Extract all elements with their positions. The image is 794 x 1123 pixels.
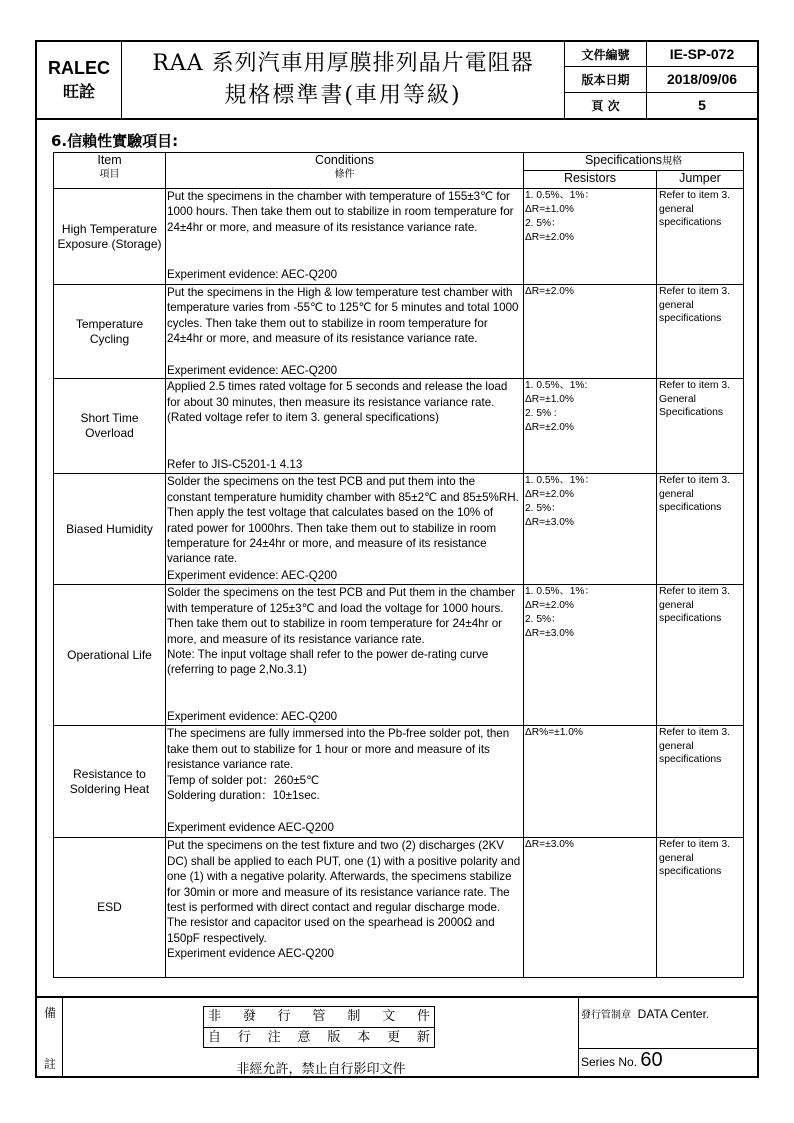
header-item-zh: 項目 <box>99 169 120 180</box>
condition-evidence: Experiment evidence: AEC-Q200 <box>167 710 338 724</box>
meta-version-date <box>565 67 757 92</box>
header-conditions-en: Conditions <box>314 153 375 167</box>
stamp-char: 更 <box>387 1030 401 1045</box>
meta-label: 版本日期 <box>565 67 647 91</box>
document-meta <box>564 42 757 118</box>
meta-value: 2018/09/06 <box>666 71 738 88</box>
row-resistors: ΔR=±3.0% <box>524 838 657 978</box>
row-condition <box>166 585 524 726</box>
meta-label: 文件編號 <box>565 42 647 66</box>
row-jumper: Refer to item 3. general specifications <box>657 726 744 838</box>
condition-text: Put the specimens in the chamber with temperature of 155±3℃ for 1000 hours. Then take them out to stabilize in room temperature for 24±4hr or more, and measure of its resistance variance rate. <box>167 190 514 234</box>
stamp-char: 自 <box>208 1030 222 1045</box>
header-spec-zh: 規格 <box>662 156 683 167</box>
condition-evidence: Experiment evidence: AEC-Q200 <box>167 569 338 583</box>
stamp-char: 件 <box>416 1009 430 1024</box>
document-footer <box>37 996 757 1076</box>
stamp-char: 非 <box>208 1009 222 1024</box>
row-condition <box>166 474 524 585</box>
uncontrolled-document-stamp <box>203 1006 435 1048</box>
stamp-char: 新 <box>416 1030 430 1045</box>
stamp-char: 行 <box>237 1030 251 1045</box>
row-resistors: 1. 0.5%、1%： ΔR=±1.0% 2. 5%： ΔR=±2.0% <box>524 189 657 285</box>
table-row <box>54 285 744 379</box>
row-condition <box>166 379 524 474</box>
row-jumper: Refer to item 3. general specifications <box>657 474 744 585</box>
remarks-area <box>63 998 579 1078</box>
title-line-1: RAA 系列汽車用厚膜排列晶片電阻器 <box>152 51 534 76</box>
document-header <box>37 42 757 120</box>
condition-evidence: Experiment evidence AEC-Q200 <box>167 947 334 961</box>
remarks-label-bottom: 註 <box>44 1057 57 1071</box>
reliability-test-table <box>53 152 744 978</box>
company-brand <box>37 42 122 118</box>
stamp-char: 管 <box>312 1009 326 1024</box>
row-resistors: ΔR%=±1.0% <box>524 726 657 838</box>
row-jumper: Refer to item 3. general specifications <box>657 285 744 379</box>
table-row <box>54 726 744 838</box>
condition-evidence: Experiment evidence: AEC-Q200 <box>167 268 338 281</box>
table-row <box>54 379 744 474</box>
stamp-row-2 <box>204 1027 434 1048</box>
table-row <box>54 585 744 726</box>
copy-prohibited-notice: 非經允許，禁止自行影印文件 <box>236 1062 406 1077</box>
stamp-char: 行 <box>277 1009 291 1024</box>
section-title: 6.信賴性實驗項目: <box>51 132 179 150</box>
row-item: Biased Humidity <box>54 474 166 585</box>
condition-text: The specimens are fully immersed into the Pb-free solder pot, then take them out to stabilize for 1 hour or more and measure of its resistance variance rate. Temp of solder pot：260±5℃ Soldering duration：10±1sec. <box>167 727 510 803</box>
row-item: Temperature Cycling <box>54 285 166 379</box>
series-value: 60 <box>640 1049 663 1071</box>
row-condition <box>166 838 524 978</box>
row-item: High Temperature Exposure (Storage) <box>54 189 166 285</box>
meta-page-number <box>565 93 757 118</box>
condition-text: Solder the specimens on the test PCB and put them into the constant temperature humidity chamber with 85±2℃ and 85±5%RH. Then apply the test voltage that calculates based on the 10% of rated power for 1000hrs. Then take them out to stabilize in room temperature for 24±4hr or more, and measure of its resistance variance rate. <box>167 475 519 566</box>
row-jumper: Refer to item 3. general specifications <box>657 585 744 726</box>
condition-evidence: Experiment evidence: AEC-Q200 <box>167 364 338 377</box>
title-line-2: 規格標準書(車用等級) <box>224 83 462 108</box>
meta-label: 頁 次 <box>565 93 647 118</box>
header-specifications <box>524 153 744 171</box>
table-header-row <box>54 153 744 171</box>
header-jumper: Jumper <box>657 171 744 189</box>
table-row <box>54 474 744 585</box>
control-stamp <box>581 1006 709 1021</box>
row-jumper: Refer to item 3. General Specifications <box>657 379 744 474</box>
header-resistors: Resistors <box>524 171 657 189</box>
control-info <box>579 998 757 1078</box>
condition-evidence: Refer to JIS-C5201-1 4.13 <box>167 458 303 472</box>
header-conditions-zh: 條件 <box>334 169 355 180</box>
stamp-char: 發 <box>242 1009 256 1024</box>
document-title <box>122 42 564 118</box>
meta-value: 5 <box>698 97 706 114</box>
row-item: Short Time Overload <box>54 379 166 474</box>
stamp-char: 本 <box>357 1030 371 1045</box>
condition-text: Put the specimens on the test fixture and two (2) discharges (2KV DC) shall be applied to each PUT, one (1) with a positive polarity and one (1) with a negative polarity. Afterwards, the specimens stabilize for 30min or more and measure of its resistance variance rate. The test is performed with direct contact and regular discharge mode. The resistor and capacitor used on the spearhead is 2000Ω and 150pF respectively. <box>167 839 521 945</box>
row-condition <box>166 285 524 379</box>
row-condition <box>166 726 524 838</box>
header-item-en: Item <box>97 153 122 167</box>
table-row <box>54 838 744 978</box>
header-item <box>54 153 166 189</box>
header-conditions <box>166 153 524 189</box>
stamp-char: 制 <box>347 1009 361 1024</box>
condition-text: Applied 2.5 times rated voltage for 5 seconds and release the load for about 30 minutes, then measure its resistance variance rate. (Rated voltage refer to item 3. general specifications) <box>167 380 508 425</box>
brand-name-zh: 旺詮 <box>62 82 95 101</box>
meta-doc-number <box>565 42 757 67</box>
stamp-char: 意 <box>297 1030 311 1045</box>
stamp-row-1 <box>204 1007 434 1027</box>
series-number <box>579 1048 757 1078</box>
condition-text: Solder the specimens on the test PCB and Put them in the chamber with temperature of 125±3℃ and load the voltage for 1000 hours. Then take them out to stabilize in room temperature for 24±4hr or more, and measure of its resistance variance rate. Note: The input voltage shall refer to the power de-rating curve (referring to page 2,No.3.1) <box>167 586 516 677</box>
stamp-char: 注 <box>267 1030 281 1045</box>
row-resistors: 1. 0.5%、1%： ΔR=±2.0% 2. 5%： ΔR=±3.0% <box>524 585 657 726</box>
stamp-char: 版 <box>327 1030 341 1045</box>
condition-text: Put the specimens in the High & low temperature test chamber with temperature varies from -55℃ to 125℃ for 5 minutes and total 1000 cycles. Then take them out to stabilize in room temperature for 24±4hr or more, and measure of its resistance variance rate. <box>167 286 519 346</box>
row-condition <box>166 189 524 285</box>
row-resistors: 1. 0.5%、1%: ΔR=±1.0% 2. 5% : ΔR=±2.0% <box>524 379 657 474</box>
header-spec-en: Specifications <box>584 153 663 167</box>
remarks-label-top: 備 <box>44 1006 57 1020</box>
meta-value: IE-SP-072 <box>669 46 735 63</box>
series-label: Series No. <box>581 1055 638 1069</box>
condition-evidence: Experiment evidence AEC-Q200 <box>167 821 334 835</box>
row-item: Resistance to Soldering Heat <box>54 726 166 838</box>
row-item: ESD <box>54 838 166 978</box>
document-frame <box>35 40 759 1078</box>
row-resistors: 1. 0.5%、1%： ΔR=±2.0% 2. 5%： ΔR=±3.0% <box>524 474 657 585</box>
control-stamp-label: 發行管制章 <box>581 1010 631 1021</box>
row-item: Operational Life <box>54 585 166 726</box>
table-row <box>54 189 744 285</box>
control-stamp-value: DATA Center. <box>637 1007 710 1021</box>
stamp-char: 文 <box>382 1009 396 1024</box>
row-jumper: Refer to item 3. general specifications <box>657 189 744 285</box>
row-jumper: Refer to item 3. general specifications <box>657 838 744 978</box>
row-resistors: ΔR=±2.0% <box>524 285 657 379</box>
remarks-label <box>37 998 63 1078</box>
brand-name-en: RALEC <box>48 58 110 78</box>
